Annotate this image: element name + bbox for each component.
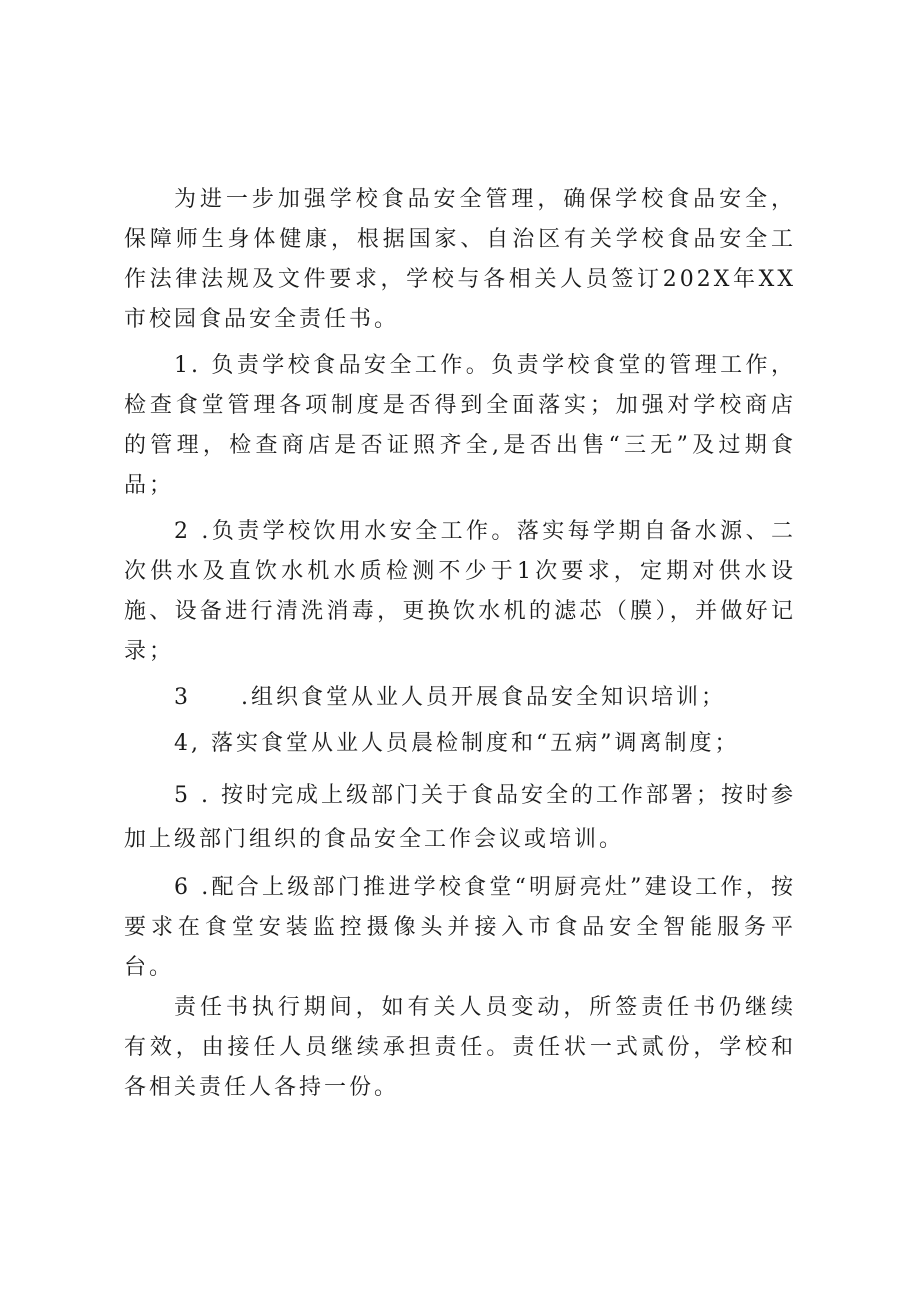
item-3: 3 .组织食堂从业人员开展食品安全知识培训； xyxy=(174,685,726,710)
item-6: 6 .配合上级部门推进学校食堂“明厨亮灶”建设工作，按要求在食堂安装监控摄像头并接入市食品安全智能服务平台。 xyxy=(124,875,796,980)
item-2: 2 .负责学校饮用水安全工作。落实每学期自备水源、二次供水及直饮水机水质检测不少于1次要求，定期对供水设施、设备进行清洗消毒，更换饮水机的滤芯（膜），并做好记录； xyxy=(124,519,796,664)
item-4: 4, 落实食堂从业人员晨检制度和“五病”调离制度； xyxy=(174,731,740,756)
document-body xyxy=(124,180,796,1108)
closing-paragraph: 责任书执行期间，如有关人员变动，所签责任书仍继续有效，由接任人员继续承担责任。责任状一式贰份，学校和各相关责任人各持一份。 xyxy=(124,995,796,1100)
item-1: 1. 负责学校食品安全工作。负责学校食堂的管理工作，检查食堂管理各项制度是否得到全面落实；加强对学校商店的管理，检查商店是否证照齐全,是否出售“三无”及过期食品； xyxy=(124,353,796,498)
item-5: 5 . 按时完成上级部门关于食品安全的工作部署；按时参加上级部门组织的食品安全工作会议或培训。 xyxy=(124,783,796,852)
intro-paragraph: 为进一步加强学校食品安全管理，确保学校食品安全，保障师生身体健康，根据国家、自治区有关学校食品安全工作法律法规及文件要求，学校与各相关人员签订202X年XX市校园食品安全责任书。 xyxy=(124,187,796,332)
